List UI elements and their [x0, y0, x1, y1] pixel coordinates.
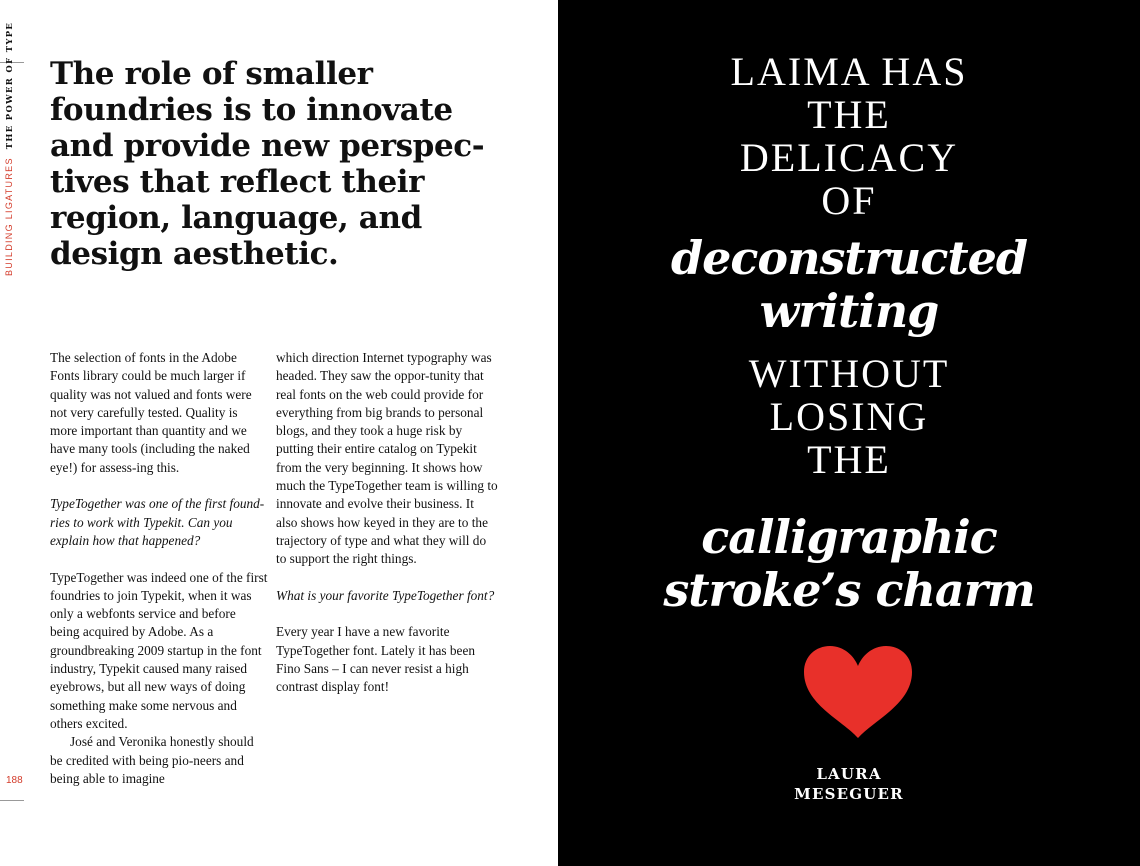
pull-quote-headline: The role of smaller foundries is to innovate and provide new perspec-tives that reflect their region, language, and design aesthetic.	[50, 56, 485, 272]
poster-line: writing	[759, 284, 939, 338]
poster-line: LOSING	[769, 394, 929, 439]
poster-line: deconstructed	[670, 231, 1028, 285]
poster-line: LAIMA HAS	[730, 49, 968, 94]
paragraph: TypeTogether was indeed one of the first foundries to join Typekit, when it was only a webfonts service and before being acquired by Adobe. As a groundbreaking 2009 startup in the font industry, Typekit caused many raised eyebrows, but all new ways of doing something make some nervous and others excited.	[50, 569, 268, 731]
heart-icon	[802, 646, 914, 738]
running-head-chapter: BUILDING LIGATURES	[4, 157, 14, 276]
poster-line: OF	[821, 178, 877, 223]
poster-line: WITHOUT	[748, 351, 950, 396]
poster-line: calligraphic	[701, 510, 997, 564]
poster-script-group-2	[558, 511, 1140, 617]
running-head-book: THE POWER OF TYPE	[5, 21, 15, 150]
poster-script-group-1	[558, 232, 1140, 338]
paragraph: Every year I have a new favorite TypeTogether font. Lately it has been Fino Sans – I can never resist a high contrast display font!	[276, 624, 475, 695]
poster-line: THE	[807, 92, 891, 137]
margin-rule-bottom	[0, 800, 24, 801]
poster-line: DELICACY	[739, 135, 959, 180]
interview-question: TypeTogether was one of the first found-ries to work with Typekit. Can you explain how that happened?	[50, 496, 265, 548]
author-name	[558, 764, 1140, 804]
poster-line: stroke’s charm	[663, 563, 1035, 617]
poster-caps-group-1	[558, 50, 1140, 222]
right-page-poster	[558, 0, 1140, 866]
poster-line: THE	[807, 437, 891, 482]
paragraph: The selection of fonts in the Adobe Fonts library could be much larger if quality was not valued and fonts were not very carefully tested. Quality is more important than quantity and we have many tools (including the naked eye!) for assess-ing this.	[50, 350, 252, 475]
page-number: 188	[6, 775, 23, 786]
paragraph: which direction Internet typography was headed. They saw the oppor-tunity that real fonts on the web could provide for everything from big brands to personal blogs, and they took a huge risk by putting their entire catalog on Typekit from the very beginning. It shows how much the TypeTogether team is willing to innovate and evolve their business. It also shows how keyed in they are to the trajectory of type and what they will do to support the right things.	[276, 350, 498, 567]
paragraph: José and Veronika honestly should be credited with being pio-neers and being able to imagine	[50, 734, 254, 786]
type-specimen-poster	[558, 50, 1140, 617]
text-column-1	[50, 349, 268, 788]
poster-caps-group-2	[558, 352, 1140, 481]
left-page	[0, 0, 558, 866]
running-head	[4, 22, 15, 276]
text-column-2	[276, 349, 498, 715]
author-first-name: LAURA	[816, 765, 882, 783]
interview-question: What is your favorite TypeTogether font?	[276, 587, 495, 603]
author-last-name: MESEGUER	[794, 785, 904, 803]
